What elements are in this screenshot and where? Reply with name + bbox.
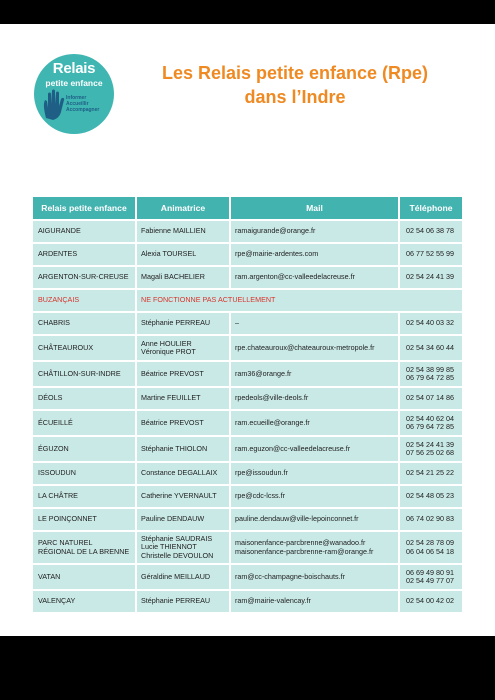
cell-line: LA CHÂTRE <box>38 491 78 501</box>
cell-line: 02 54 38 99 85 <box>406 364 454 374</box>
cell-animatrice <box>137 591 231 612</box>
cell-line: Stéphanie THIOLON <box>141 443 208 453</box>
cell-animatrice <box>137 388 231 409</box>
cell-line: ARDENTES <box>38 249 78 259</box>
cell-line: rpe.chateauroux@chateauroux-metropole.fr <box>235 342 375 352</box>
cell-mail <box>231 437 400 461</box>
header-mail: Mail <box>231 197 400 219</box>
cell-tel <box>400 463 462 484</box>
table-row <box>33 244 462 265</box>
table-row <box>33 362 462 386</box>
table-row <box>33 486 462 507</box>
cell-line: ram@cc-champagne-boischauts.fr <box>235 571 345 581</box>
cell-line: 07 56 25 02 68 <box>406 448 454 457</box>
cell-animatrice <box>137 532 231 563</box>
table-row <box>33 388 462 409</box>
cell-line: ÉCUEILLÉ <box>38 417 73 427</box>
cell-line: Lucie THIENNOT <box>141 542 197 552</box>
logo-tagline: Informer Accueillir Accompagner <box>66 95 100 113</box>
cell-line: DÉOLS <box>38 393 63 403</box>
cell-line: Stéphanie PERREAU <box>141 596 211 606</box>
cell-line: ÉGUZON <box>38 443 69 453</box>
cell-line: VALENÇAY <box>38 596 76 606</box>
cell-mail <box>231 388 400 409</box>
cell-mail <box>231 336 400 360</box>
cell-animatrice <box>137 565 231 589</box>
cell-line: Géraldine MEILLAUD <box>141 571 211 581</box>
cell-line: CHÂTEAUROUX <box>38 342 94 352</box>
cell-line: CHÂTILLON-SUR-INDRE <box>38 368 121 378</box>
title-line-1: Les Relais petite enfance (Rpe) <box>161 63 429 83</box>
table-row <box>33 221 462 242</box>
cell-relais <box>33 290 137 311</box>
cell-tel <box>400 336 462 360</box>
cell-mail <box>231 313 400 334</box>
cell-relais <box>33 244 137 265</box>
cell-line: 06 04 06 54 18 <box>406 546 454 556</box>
cell-mail <box>231 267 400 288</box>
cell-tel <box>400 267 462 288</box>
cell-line: 02 54 34 60 44 <box>406 342 454 352</box>
table-row <box>33 411 462 435</box>
cell-tel <box>400 509 462 530</box>
table-row <box>33 267 462 288</box>
cell-animatrice <box>137 486 231 507</box>
cell-animatrice <box>137 290 462 311</box>
cell-line: ram@mairie-valencay.fr <box>235 596 311 606</box>
cell-animatrice <box>137 509 231 530</box>
cell-animatrice <box>137 244 231 265</box>
cell-animatrice <box>137 313 231 334</box>
cell-line: rpe@mairie-ardentes.com <box>235 249 319 259</box>
cell-mail <box>231 486 400 507</box>
cell-line: rpedeols@ville-deols.fr <box>235 393 309 403</box>
page-title <box>130 61 460 109</box>
cell-line: CHABRIS <box>38 318 70 328</box>
cell-tel <box>400 437 462 461</box>
logo-title: Relais <box>52 60 96 77</box>
cell-line: 02 54 24 41 39 <box>406 439 454 449</box>
cell-tel <box>400 244 462 265</box>
cell-relais <box>33 313 137 334</box>
document-page <box>0 24 495 636</box>
cell-relais <box>33 463 137 484</box>
cell-line: Béatrice PREVOST <box>141 417 204 427</box>
cell-animatrice <box>137 336 231 360</box>
cell-line: Magali BACHELIER <box>141 272 205 282</box>
cell-relais <box>33 362 137 386</box>
cell-line: 06 79 64 72 85 <box>406 422 454 431</box>
cell-line: 02 54 28 78 09 <box>406 538 454 548</box>
cell-line: ISSOUDUN <box>38 468 76 478</box>
relais-table <box>33 195 462 614</box>
table-row <box>33 565 462 589</box>
cell-line: RÉGIONAL DE LA BRENNE <box>38 546 130 556</box>
cell-animatrice <box>137 267 231 288</box>
cell-line: Pauline DENDAUW <box>141 514 205 524</box>
cell-line: Stéphanie PERREAU <box>141 318 211 328</box>
cell-mail <box>231 532 400 563</box>
cell-line: ram36@orange.fr <box>235 368 292 378</box>
table-row <box>33 532 462 563</box>
cell-line: Martine FEUILLET <box>141 393 201 403</box>
cell-tel <box>400 388 462 409</box>
cell-line: Béatrice PREVOST <box>141 368 204 378</box>
cell-line: – <box>235 318 239 328</box>
hand-icon <box>42 88 68 122</box>
cell-relais <box>33 388 137 409</box>
cell-line: Constance DEGALLAIX <box>141 468 218 478</box>
cell-mail <box>231 411 400 435</box>
cell-line: PARC NATUREL <box>38 538 93 548</box>
cell-line: 02 54 49 77 07 <box>406 576 454 585</box>
cell-line: ram.argenton@cc-valleedelacreuse.fr <box>235 272 355 282</box>
cell-mail <box>231 509 400 530</box>
table-row <box>33 336 462 360</box>
cell-mail <box>231 221 400 242</box>
cell-line: 02 54 21 25 22 <box>406 468 454 478</box>
cell-line: ramaigurande@orange.fr <box>235 226 316 236</box>
cell-line: BUZANÇAIS <box>38 295 80 305</box>
cell-tel <box>400 362 462 386</box>
cell-line: ram.eguzon@cc-valleedelacreuse.fr <box>235 443 351 453</box>
cell-line: 02 54 24 41 39 <box>406 272 454 282</box>
cell-line: 02 54 40 62 04 <box>406 413 454 423</box>
cell-line: 06 69 49 80 91 <box>406 567 454 577</box>
cell-line: ram.ecueille@orange.fr <box>235 417 310 427</box>
cell-line: 02 54 00 42 02 <box>406 596 454 606</box>
logo-subtitle: petite enfance <box>45 78 103 88</box>
cell-relais <box>33 411 137 435</box>
cell-line: 02 54 40 03 32 <box>406 318 454 328</box>
cell-relais <box>33 221 137 242</box>
header-animatrice: Animatrice <box>137 197 231 219</box>
cell-tel <box>400 221 462 242</box>
cell-mail <box>231 463 400 484</box>
cell-line: AIGURANDE <box>38 226 81 236</box>
cell-animatrice <box>137 362 231 386</box>
table-row <box>33 591 462 612</box>
cell-relais <box>33 267 137 288</box>
cell-line: Véronique PROT <box>141 347 196 356</box>
relais-logo <box>34 54 114 134</box>
cell-tel <box>400 313 462 334</box>
cell-mail <box>231 244 400 265</box>
cell-line: rpe@cdc-lcss.fr <box>235 491 286 501</box>
cell-animatrice <box>137 411 231 435</box>
cell-line: maisonenfance-parcbrenne@wanadoo.fr <box>235 538 366 548</box>
table-row <box>33 509 462 530</box>
cell-mail <box>231 362 400 386</box>
table-row <box>33 437 462 461</box>
cell-relais <box>33 486 137 507</box>
cell-line: Stéphanie SAUDRAIS <box>141 533 213 543</box>
cell-line: Anne HOULIER <box>141 338 192 348</box>
title-line-2: dans l’Indre <box>244 87 346 107</box>
cell-relais <box>33 565 137 589</box>
cell-animatrice <box>137 463 231 484</box>
cell-relais <box>33 532 137 563</box>
cell-line: maisonenfance-parcbrenne-ram@orange.fr <box>235 546 374 556</box>
cell-line: 06 79 64 72 85 <box>406 373 454 382</box>
table-row <box>33 290 462 311</box>
table-row <box>33 313 462 334</box>
cell-relais <box>33 336 137 360</box>
header-telephone: Téléphone <box>400 197 462 219</box>
header-relais: Relais petite enfance <box>33 197 137 219</box>
cell-line: Alexia TOURSEL <box>141 249 197 259</box>
cell-line: Catherine YVERNAULT <box>141 491 217 501</box>
cell-line: pauline.dendauw@ville-lepoinconnet.fr <box>235 514 359 524</box>
cell-line: Fabienne MAILLIEN <box>141 226 206 236</box>
cell-relais <box>33 591 137 612</box>
cell-tel <box>400 411 462 435</box>
cell-line: 02 54 07 14 86 <box>406 393 454 403</box>
cell-line: rpe@issoudun.fr <box>235 468 288 478</box>
cell-tel <box>400 486 462 507</box>
cell-line: 06 74 02 90 83 <box>406 514 454 524</box>
cell-tel <box>400 591 462 612</box>
cell-animatrice <box>137 437 231 461</box>
cell-tel <box>400 532 462 563</box>
cell-line: Christelle DEVOULON <box>141 550 214 560</box>
cell-mail <box>231 591 400 612</box>
table-header-row <box>33 197 462 219</box>
cell-line: LE POINÇONNET <box>38 514 97 524</box>
cell-tel <box>400 565 462 589</box>
table-row <box>33 463 462 484</box>
cell-line: 02 54 48 05 23 <box>406 491 454 501</box>
cell-line: NE FONCTIONNE PAS ACTUELLEMENT <box>141 295 276 305</box>
cell-line: 06 77 52 55 99 <box>406 249 454 259</box>
cell-mail <box>231 565 400 589</box>
cell-line: 02 54 06 38 78 <box>406 226 454 236</box>
cell-line: VATAN <box>38 571 61 581</box>
cell-line: ARGENTON-SUR-CREUSE <box>38 272 129 282</box>
cell-animatrice <box>137 221 231 242</box>
cell-relais <box>33 509 137 530</box>
cell-relais <box>33 437 137 461</box>
